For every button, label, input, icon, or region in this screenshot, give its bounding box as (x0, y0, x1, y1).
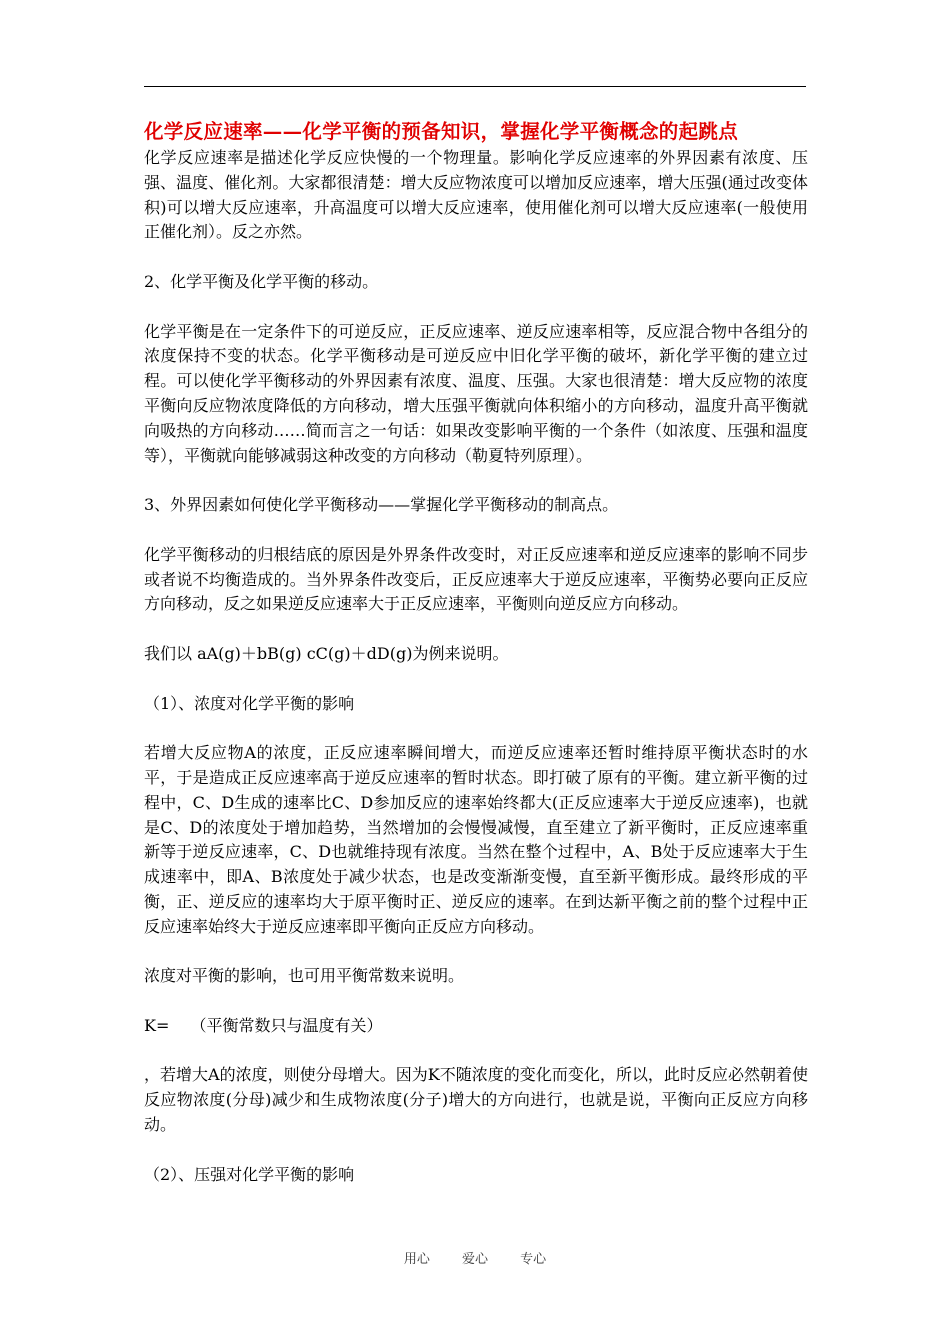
paragraph-constant-intro: 浓度对平衡的影响，也可用平衡常数来说明。 (144, 966, 465, 986)
paragraph-example: 我们以 aA(g)＋bB(g) cC(g)＋dD(g)为例来说明。 (144, 643, 509, 663)
paragraph-equilibrium: 化学平衡是在一定条件下的可逆反应，正反应速率、逆反应速率相等，反应混合物中各组分的浓度保持不变的状态。化学平衡移动是可逆反应中旧化学平衡的破坏，新化学平衡的建立过程。可以使化学平衡移动的外界因素有浓度、温度、压强。大家也很清楚：增大反应物的浓度平衡向反应物浓度降低的方向移动，增大压强平衡就向体积缩小的方向移动，温度升高平衡就向吸热的方向移动……简而言之一句话：如果改变影响平衡的一个条件（如浓度、压强和温度等），平衡就向能够减弱这种改变的方向移动（勒夏特列原理）。 (144, 321, 808, 465)
footer-text-1: 用心 (403, 1252, 430, 1267)
page-footer (0, 1248, 950, 1267)
header-rule (144, 86, 806, 87)
subsection-heading-1: （1）、浓度对化学平衡的影响 (144, 693, 355, 713)
paragraph-intro: 化学反应速率是描述化学反应快慢的一个物理量。影响化学反应速率的外界因素有浓度、压强、温度、催化剂。大家都很清楚：增大反应物浓度可以增加反应速率，增大压强(通过改变体积)可以增大反应速率，升高温度可以增大反应速率，使用催化剂可以增大反应速率(一般使用正催化剂）。反之亦然。 (144, 148, 808, 242)
equation-k: K= （平衡常数只与温度有关） (144, 1015, 383, 1035)
section-heading-3: 3、外界因素如何使化学平衡移动——掌握化学平衡移动的制高点。 (144, 495, 619, 515)
paragraph-cause: 化学平衡移动的归根结底的原因是外界条件改变时，对正反应速率和逆反应速率的影响不同步或者说不均衡造成的。当外界条件改变后，正反应速率大于逆反应速率，平衡势必要向正反应方向移动，反之如果逆反应速率大于正反应速率，平衡则向逆反应方向移动。 (144, 544, 808, 614)
section-heading-2: 2、化学平衡及化学平衡的移动。 (144, 271, 379, 291)
footer-text-2: 爱心 (461, 1252, 488, 1267)
document-body (144, 118, 808, 1187)
paragraph-constant-explain: ，若增大A的浓度，则使分母增大。因为K不随浓度的变化而变化，所以，此时反应必然朝着使反应物浓度(分母)减少和生成物浓度(分子)增大的方向进行，也就是说，平衡向正反应方向移动。 (144, 1065, 808, 1135)
paragraph-concentration: 若增大反应物A的浓度，正反应速率瞬间增大，而逆反应速率还暂时维持原平衡状态时的水平，于是造成正反应速率高于逆反应速率的暂时状态。即打破了原有的平衡。建立新平衡的过程中，C、D生成的速率比C、D参加反应的速率始终都大(正反应速率大于逆反应速率)，也就是C、D的浓度处于增加趋势，当然增加的会慢慢减慢，直至建立了新平衡时，正反应速率重新等于逆反应速率，C、D也就维持现有浓度。当然在整个过程中，A、B处于反应速率大于生成速率中，即A、B浓度处于减少状态，也是改变渐渐变慢，直至新平衡形成。最终形成的平衡，正、逆反应的速率均大于原平衡时正、逆反应的速率。在到达新平衡之前的整个过程中正反应速率始终大于逆反应速率即平衡向正反应方向移动。 (144, 743, 808, 936)
subsection-heading-2: （2）、压强对化学平衡的影响 (144, 1164, 355, 1184)
footer-text-3: 专心 (520, 1252, 547, 1267)
document-title: 化学反应速率——化学平衡的预备知识，掌握化学平衡概念的起跳点 (144, 120, 739, 143)
